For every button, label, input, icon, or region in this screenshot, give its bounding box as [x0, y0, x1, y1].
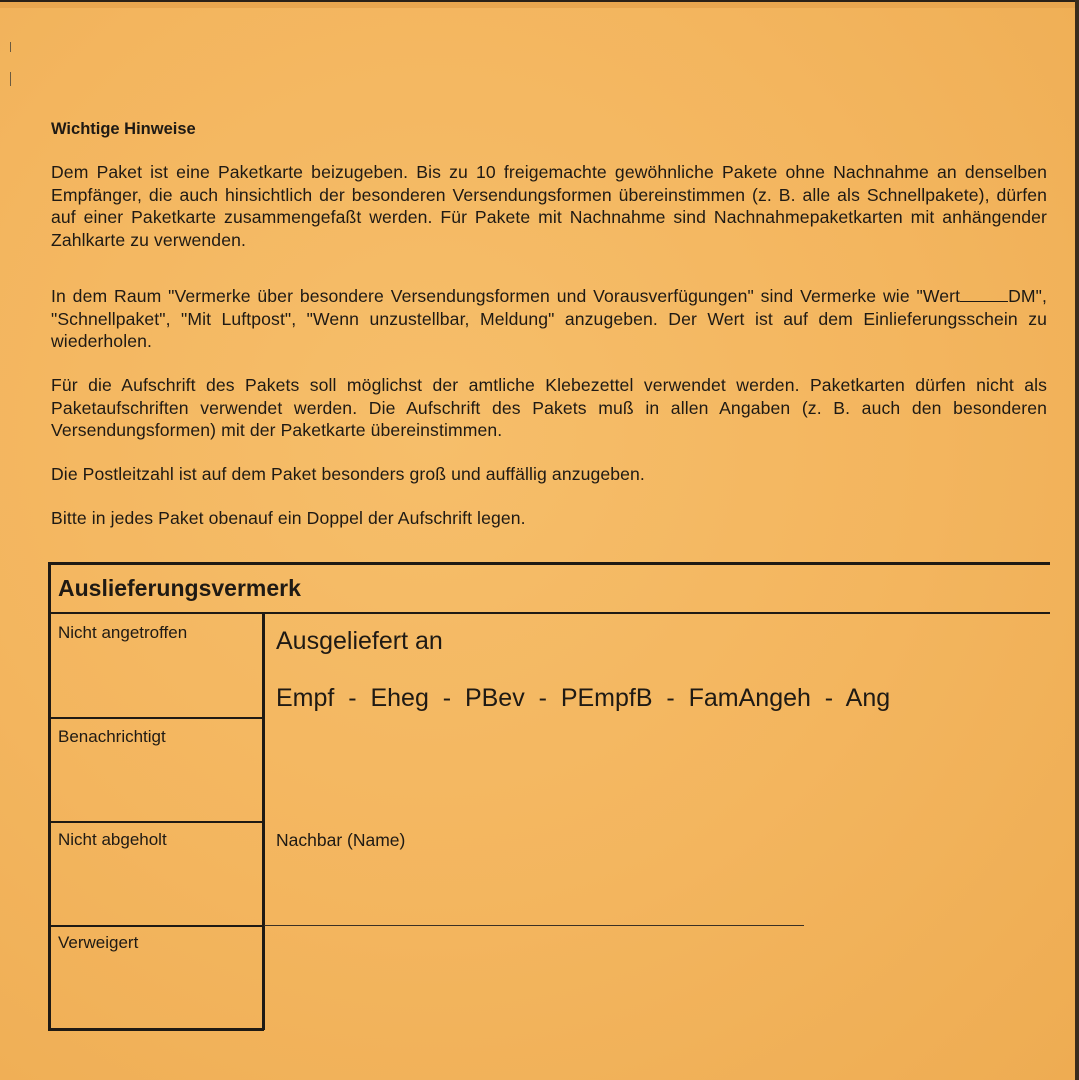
notice-heading: Wichtige Hinweise: [51, 120, 196, 138]
notice-paragraph: Die Postleitzahl ist auf dem Paket besonders groß und auffällig anzugeben.: [51, 464, 645, 484]
notice-paragraph: Für die Aufschrift des Pakets soll möglichst der amtliche Klebezettel verwendet werden. Paketkarten dürfen nicht als Paketaufschriften verwendet werden. Die Aufschrift des Pakets muß in allen Angaben (z. B. auch den besonderen Versendungsformen) mit der Paketkarte übereinstimmen.: [51, 375, 1047, 440]
card-top-edge: [0, 0, 1079, 8]
cell-rule: [48, 925, 264, 927]
neighbor-name-label: Nachbar (Name): [276, 830, 406, 850]
recipient-options: Empf - Eheg - PBev - PEmpfB - FamAngeh - Ang: [276, 684, 891, 712]
box-title-rule: [48, 612, 1050, 614]
box-top-rule: [48, 562, 1050, 565]
cell-rule: [48, 717, 264, 719]
notice-paragraph: Dem Paket ist eine Paketkarte beizugeben. Bis zu 10 freigemachte gewöhnliche Pakete ohne Nachnahme an denselben Empfänger, die auch hinsichtlich der besonderen Versendungsformen übereinstimmen (z. B. alle als Schnellpakete), dürfen auf einer Paketkarte zusammengefaßt werden. Für Pakete mit Nachnahme sind Nachnahmepaketkarten mit anhängender Zahlkarte zu verwenden.: [51, 162, 1047, 250]
delivery-note-title: Auslieferungsvermerk: [58, 575, 301, 601]
cell-notified: Benachrichtigt: [58, 727, 166, 746]
box-bottom-rule: [48, 1028, 264, 1031]
cell-rule: [48, 821, 264, 823]
value-blank-line: [960, 289, 1008, 302]
neighbor-name-line: [264, 925, 804, 926]
cell-not-found: Nicht angetroffen: [58, 623, 188, 642]
paragraph-part: DM", "Schnellpaket", "Mit Luftpost", "Wenn unzustellbar, Meldung" anzugeben. Der Wert ist auf dem Einlieferungsschein zu wiederholen.: [51, 286, 1047, 351]
edge-mark: [10, 42, 11, 52]
notice-paragraph: [51, 285, 1047, 353]
edge-mark: [10, 72, 11, 86]
paragraph-part: In dem Raum "Vermerke über besondere Versendungsformen und Vorausverfügungen" sind Vermerke wie "Wert: [51, 286, 961, 306]
cell-refused: Verweigert: [58, 933, 139, 952]
box-left-rule: [48, 562, 51, 1030]
delivered-to-label: Ausgeliefert an: [276, 627, 443, 655]
cell-not-collected: Nicht abgeholt: [58, 830, 167, 849]
notice-paragraph: Bitte in jedes Paket obenauf ein Doppel der Aufschrift legen.: [51, 508, 526, 528]
card-right-edge: [1075, 0, 1079, 1080]
